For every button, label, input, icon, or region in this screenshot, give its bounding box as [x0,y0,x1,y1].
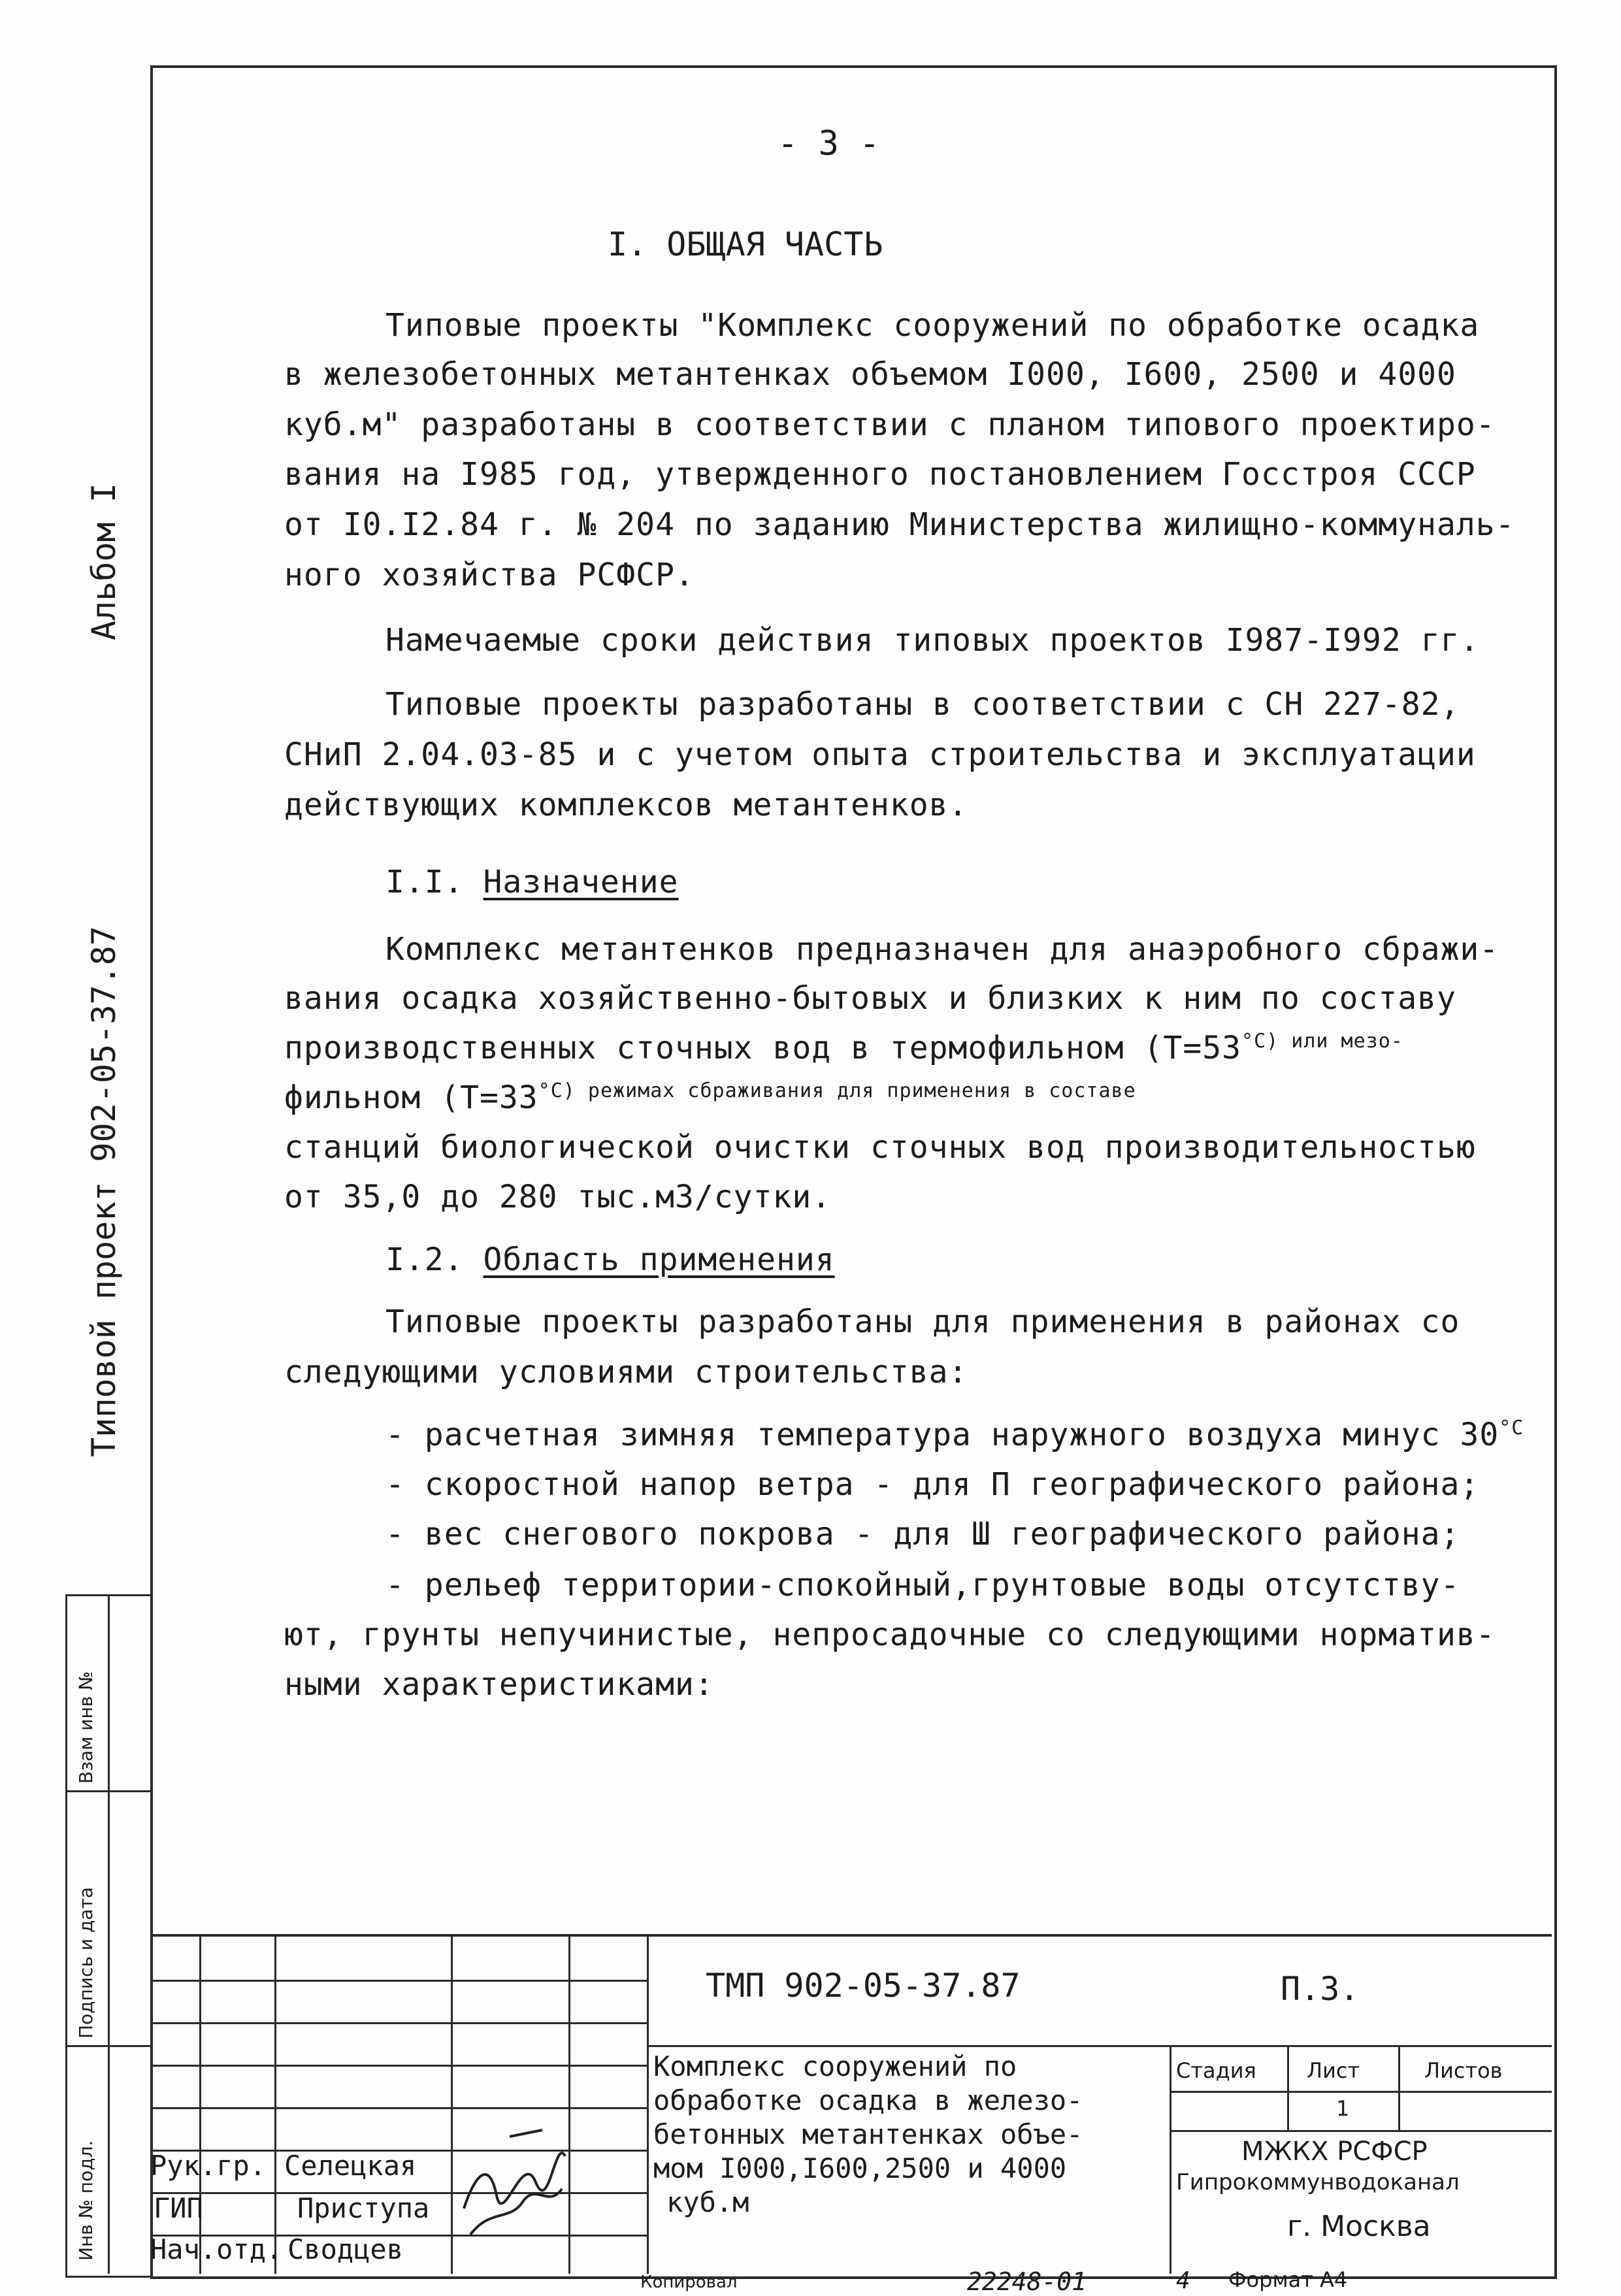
subsection-title: Область применения [483,1241,835,1278]
grid-line [647,1934,649,2274]
org-institute: Гипрокоммунводоканал [1176,2169,1460,2195]
body-line: действующих комплексов метантенков. [284,787,968,823]
purpose-line: вания осадка хозяйственно-бытовых и близких к ним по составу [284,980,1456,1017]
footer-copied: Копировал [640,2272,738,2292]
body-line: в железобетонных метантенках объемом I000, I600, 2500 и 4000 [284,356,1456,393]
scope-line: следующими условиями строительства: [284,1354,968,1390]
grid-line [1170,2045,1171,2274]
body-line: куб.м" разработаны в соответствии с планом типового проектиро- [284,406,1496,443]
subsection-title: Назначение [483,864,679,900]
scope-line: Типовые проекты разработаны для применения в районах со [385,1304,1460,1340]
org-city: г. Москва [1287,2210,1431,2243]
sheet-reference: П.3. [1281,1970,1360,2008]
body-line: СНиП 2.04.03-85 и с учетом опыта строительства и эксплуатации [284,736,1476,773]
description-line: куб.м [666,2186,749,2218]
scope-line: - рельеф территории-спокойный,грунтовые воды отсутству- [385,1567,1460,1603]
purpose-line-temp [284,1030,1403,1066]
scope-line: - скоростной напор ветра - для П географического района; [385,1466,1480,1503]
sheets-header: Листов [1424,2058,1503,2083]
grid-line [150,2065,647,2067]
document-code: ТМП 902-05-37.87 [706,1967,1021,2005]
project-label: Типовой проект 902-05-37.87 [85,926,123,1457]
body-line: Намечаемые сроки действия типовых проектов I987-I992 гг. [385,622,1480,659]
subsection-number: I.2. [385,1241,464,1278]
degree-unit: °С) режимах сбраживания для применения в составе [538,1079,1136,1102]
subsection-heading-purpose [385,864,678,900]
body-line: Типовые проекты "Комплекс сооружений по обработке осадка [385,307,1480,344]
description-line: обработке осадка в железо- [653,2084,1083,2116]
org-ministry: МЖКХ РСФСР [1241,2137,1428,2167]
body-line: вания на I985 год, утвержденного постановлением Госстроя СССР [284,456,1476,493]
grid-line [274,1934,276,2274]
grid-line [1170,2130,1552,2132]
body-line: ного хозяйства РСФСР. [284,557,695,593]
grid-line [1398,2045,1400,2130]
description-line: мом I000,I600,2500 и 4000 [653,2152,1067,2184]
role-label: Нач.отд. [150,2233,283,2265]
footer-number: 22248-01 [967,2267,1087,2296]
purpose-text: производственных сточных вод в термофильном (Т=53 [284,1030,1242,1066]
subsection-number: I.I. [385,864,464,900]
scope-text: - расчетная зимняя температура наружного воздуха минус 30 [385,1417,1499,1453]
person-name: Селецкая [284,2150,417,2182]
scope-line: - вес снегового покрова - для Ш географического района; [385,1516,1460,1552]
scope-line-temp [385,1417,1524,1453]
degree-unit: °С) или мезо- [1241,1030,1403,1053]
stamp-replace-inv: Взам инв № [75,1671,97,1784]
role-label: Рук.гр. [150,2150,267,2182]
stamp-cell-divider [65,2045,150,2047]
purpose-line: Комплекс метантенков предназначен для анаэробного сбражи- [385,931,1499,968]
grid-line [150,2107,647,2109]
stamp-signature-date: Подпись и дата [75,1887,97,2039]
scope-line: ют, грунты непучинистые, непросадочные со следующими норматив- [284,1616,1496,1653]
grid-line [150,1980,647,1982]
purpose-line-temp [284,1079,1136,1116]
purpose-line: станций биологической очистки сточных вод производительностью [284,1129,1476,1166]
grid-line [1170,2091,1552,2093]
person-name: Приступа [297,2192,430,2224]
signature-scribble [451,2110,575,2241]
section-title: I. ОБЩАЯ ЧАСТЬ [608,225,883,263]
footer-format: Формат А4 [1228,2267,1348,2292]
person-name: Сводцев [287,2233,404,2265]
scope-line: ными характеристиками: [284,1666,714,1703]
stamp-divider [108,1594,110,2274]
degree-unit: °С [1499,1417,1524,1439]
grid-line [150,2022,647,2024]
description-line: Комплекс сооружений по [653,2050,1017,2082]
sheet-value: 1 [1336,2096,1350,2121]
subsection-heading-scope [385,1241,835,1278]
stage-header: Стадия [1176,2058,1256,2083]
purpose-text: фильном (Т=33 [284,1079,538,1116]
page-number: - 3 - [778,124,880,163]
stamp-cell-divider [65,1790,150,1792]
grid-line [647,2045,1552,2047]
purpose-line: от 35,0 до 280 тыс.м3/сутки. [284,1179,832,1215]
role-label: ГИП [154,2192,203,2224]
grid-line [1287,2045,1289,2130]
body-line: от I0.I2.84 г. № 204 по заданию Министерства жилищно-коммуналь- [284,506,1515,543]
stamp-original-inv: Инв № подл. [75,2140,97,2261]
description-line: бетонных метантенках объе- [653,2118,1083,2150]
body-line: Типовые проекты разработаны в соответствии с СН 227-82, [385,686,1460,723]
sheet-header: Лист [1307,2058,1360,2083]
footer-page: 4 [1176,2267,1190,2294]
album-label: Альбом I [85,483,123,640]
